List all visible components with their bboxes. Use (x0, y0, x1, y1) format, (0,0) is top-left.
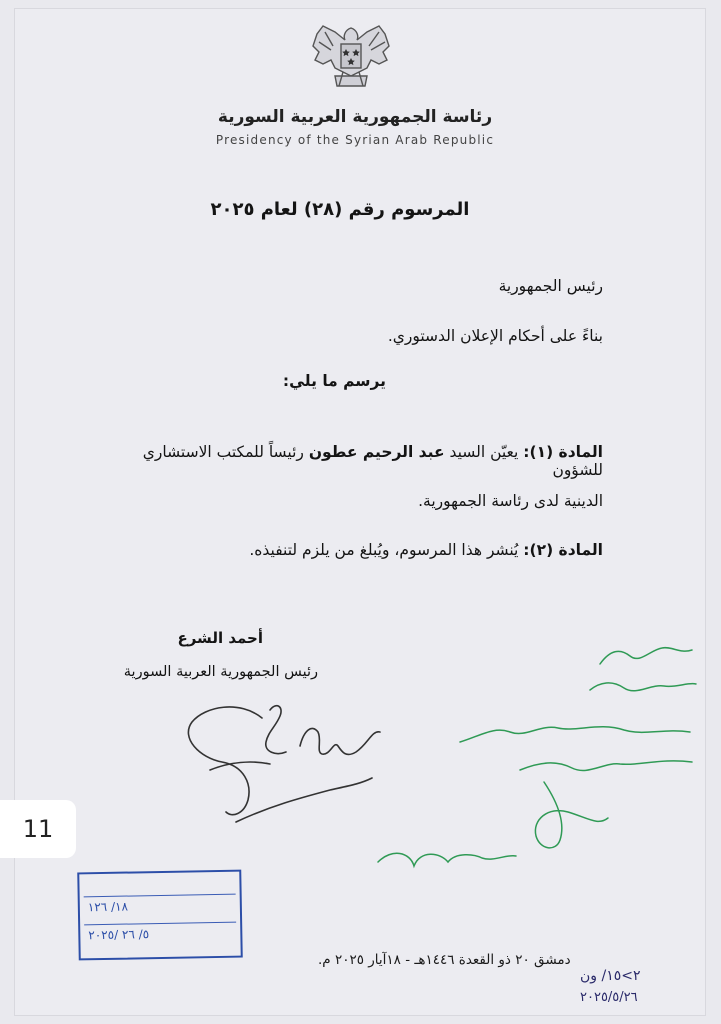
article-2-text: يُنشر هذا المرسوم، ويُبلغ من يلزم لتنفيذه. (249, 541, 519, 559)
article-1-text-b: رئيساً للمكتب الاستشاري للشؤون (142, 443, 603, 479)
registry-stamp (77, 870, 243, 961)
page-number-badge: 11 (0, 800, 76, 858)
article-2 (249, 541, 603, 559)
decree-basis: بناءً على أحكام الإعلان الدستوري. (387, 327, 603, 345)
eagle-emblem-icon (305, 16, 397, 96)
place-and-date: دمشق ٢٠ ذو القعدة ١٤٤٦هـ - ١٨آيار ٢٠٢٥ م. (318, 952, 571, 968)
article-2-label: المادة (٢): (523, 541, 603, 559)
document-page (14, 8, 706, 1016)
signatory-name: أحمد الشرع (177, 629, 263, 647)
org-name-arabic: رئاسة الجمهورية العربية السورية (217, 107, 493, 127)
article-1-continuation: الدينية لدى رئاسة الجمهورية. (418, 492, 603, 510)
article-1-label: المادة (١): (523, 443, 603, 461)
signatory-title: رئيس الجمهورية العربية السورية (123, 664, 318, 680)
stamp-line-2: ٥/ ٢٦ /٢٠٢٥ (84, 922, 236, 946)
decree-statement: يرسم ما يلي: (282, 372, 386, 390)
decree-title: المرسوم رقم (٢٨) لعام ٢٠٢٥ (210, 199, 470, 220)
article-1-text-a: يعيّن السيد (449, 443, 519, 461)
handwritten-reference-number: ٢>١٥/ ون (580, 968, 641, 984)
article-1 (118, 443, 603, 479)
handwritten-reference-date: ٢٠٢٥/٥/٢٦ (580, 990, 638, 1005)
decree-issuer: رئيس الجمهورية (498, 277, 603, 295)
stamp-line-1: ١٨/ ١٢٦ (84, 894, 236, 918)
org-name-english: Presidency of the Syrian Arab Republic (215, 133, 495, 147)
appointee-name: عبد الرحيم عطون (308, 443, 445, 461)
